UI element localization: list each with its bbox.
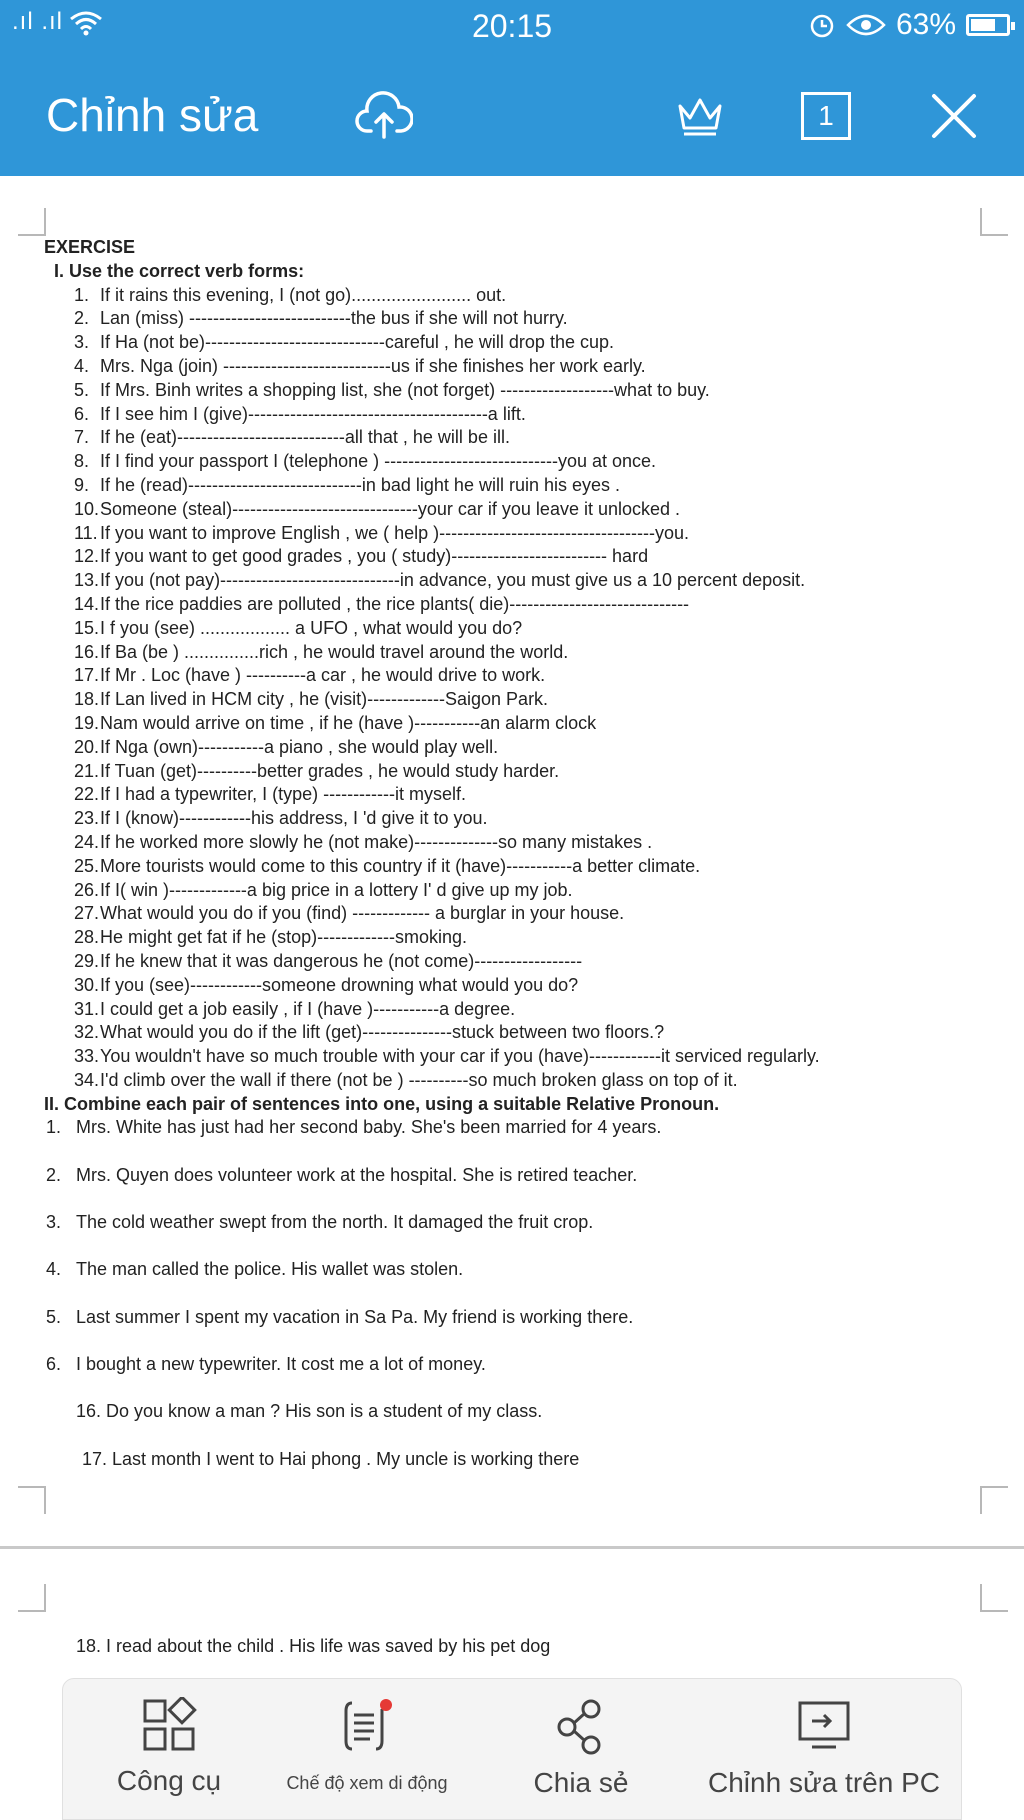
list-item: 18. I read about the child . His life was saved by his pet dog [76,1636,551,1656]
item-text: What would you do if you (find) ------------- a burglar in your house. [100,903,625,924]
item-number: 19. [74,712,100,733]
bottom-dock [62,1678,962,1820]
page-corner-mark [18,1584,46,1612]
exercise-item [74,474,984,498]
item-text: If he knew that it was dangerous he (not come)------------------ [100,950,583,971]
item-text: If Ba (be ) ...............rich , he would travel around the world. [100,641,569,662]
item-text: What would you do if the lift (get)---------------stuck between two floors.? [100,1022,665,1043]
cloud-upload-icon [355,91,413,141]
exercise-item [74,569,984,593]
close-button[interactable] [924,86,984,146]
item-number: 17. [74,665,100,686]
exercise-item [74,545,984,569]
item-text: If you want to get good grades , you ( study)-------------------------- hard [100,546,649,567]
list-item [44,1353,984,1377]
exercise-item [74,379,984,403]
item-number: 22. [74,784,100,805]
item-text: If Ha (not be)------------------------------careful , he will drop the cup. [100,332,614,353]
mobile-view-button[interactable] [277,1697,457,1794]
item-text: Lan (miss) ---------------------------the bus if she will not hurry. [100,308,568,329]
item-text: If I had a typewriter, I (type) ------------it myself. [100,784,467,805]
exercise-item [74,426,984,450]
exercise-item [74,1021,984,1045]
item-text: If Mrs. Binh writes a shopping list, she (not forget) -------------------what to buy. [100,379,710,400]
list-item: 16. Do you know a man ? His son is a student of my class. [76,1401,543,1422]
upload-cloud-button[interactable] [354,86,414,146]
item-text: Nam would arrive on time , if he (have )-----------an alarm clock [100,712,597,733]
item-number: 16. [74,641,100,662]
item-number: 6. [46,1353,62,1374]
item-text: Someone (steal)-------------------------------your car if you leave it unlocked . [100,498,681,519]
exercise-item [74,688,984,712]
tools-label: Công cụ [116,1765,222,1796]
item-number: 24. [74,831,100,852]
item-text: More tourists would come to this country if it (have)-----------a better climate. [100,855,701,876]
item-number: 14. [74,593,100,614]
exercise-item [74,879,984,903]
page-corner-mark [980,1584,1008,1612]
item-text: If the rice paddies are polluted , the rice plants( die)------------------------------ [100,593,690,614]
item-number: 3. [46,1212,62,1233]
share-icon [551,1697,611,1755]
item-text: You wouldn't have so much trouble with your car if you (have)------------it serviced regularly. [100,1046,820,1067]
item-number: 1. [46,1117,62,1138]
clock-time: 20:15 [471,8,553,44]
tools-button[interactable] [99,1697,239,1797]
alarm-icon [808,11,836,39]
item-number: 11. [74,522,98,543]
exercise-item [74,831,984,855]
exercise-item [74,617,984,641]
item-text: If Tuan (get)----------better grades , he would study harder. [100,760,560,781]
item-number: 20. [74,736,100,757]
exercise-item [74,974,984,998]
item-number: 5. [46,1306,62,1327]
page-corner-mark [980,1486,1008,1514]
exercise-item [74,712,984,736]
item-number: 3. [74,332,90,353]
item-text: I'd climb over the wall if there (not be ) ----------so much broken glass on top of it. [100,1069,738,1090]
item-number: 12. [74,546,100,567]
exercise-item [74,902,984,926]
edit-on-pc-button[interactable] [709,1697,939,1799]
exercise-item [74,450,984,474]
list-item [44,1306,984,1330]
item-number: 32. [74,1022,100,1043]
exercise-item [74,331,984,355]
exercise-item [74,641,984,665]
item-number: 10. [74,498,100,519]
exercise-item [74,307,984,331]
item-text: If you (see)------------someone drowning what would you do? [100,974,579,995]
page-corner-mark [18,208,46,236]
edit-on-pc-icon [792,1697,856,1755]
page-corner-mark [980,208,1008,236]
app-header [0,0,1024,176]
item-text: If I find your passport I (telephone ) -----------------------------you at once. [100,451,657,472]
exercise-item [74,498,984,522]
list-item [44,1211,984,1235]
eye-comfort-icon [846,13,886,37]
item-text: If he worked more slowly he (not make)--------------so many mistakes . [100,831,653,852]
signal-icon: .ıl .ıl [12,8,64,35]
status-bar [0,0,1024,54]
section1-title: I. Use the correct verb forms: [54,260,305,281]
item-number: 26. [74,879,100,900]
item-number: 15. [74,617,100,638]
item-text: I bought a new typewriter. It cost me a lot of money. [76,1353,486,1374]
list-item [44,1164,984,1188]
exercise-item [74,736,984,760]
item-text: If I( win )-------------a big price in a lottery I' d give up my job. [100,879,573,900]
item-text: If he (eat)----------------------------all that , he will be ill. [100,427,510,448]
edit-on-pc-label: Chỉnh sửa trên PC [708,1767,940,1798]
item-number: 6. [74,403,90,424]
exercise-item [74,664,984,688]
item-number: 8. [74,451,90,472]
exercise-item [74,403,984,427]
exercise-item [74,593,984,617]
tools-grid-icon [139,1697,199,1753]
item-text: If I see him I (give)----------------------------------------a lift. [100,403,526,424]
item-number: 29. [74,950,100,971]
page-count-button[interactable] [796,86,856,146]
item-number: 28. [74,927,100,948]
section2-title: II. Combine each pair of sentences into one, using a suitable Relative Pronoun. [44,1093,720,1114]
item-text: I f you (see) .................. a UFO , what would you do? [100,617,523,638]
item-text: Last summer I spent my vacation in Sa Pa. My friend is working there. [76,1306,634,1327]
item-text: I could get a job easily , if I (have )-----------a degree. [100,998,516,1019]
item-number: 9. [74,474,90,495]
item-number: 30. [74,974,100,995]
item-text: If I (know)------------his address, I 'd give it to you. [100,808,488,829]
page-corner-mark [18,1486,46,1514]
item-number: 4. [74,355,90,376]
item-text: The man called the police. His wallet was stolen. [76,1259,464,1280]
item-number: 34. [74,1069,100,1090]
share-button[interactable] [511,1697,651,1799]
item-number: 25. [74,855,100,876]
exercise-item [74,998,984,1022]
item-text: Mrs. Quyen does volunteer work at the hospital. She is retired teacher. [76,1164,638,1185]
item-number: 2. [46,1164,62,1185]
item-number: 21. [74,760,100,781]
list-item: 17. Last month I went to Hai phong . My uncle is working there [82,1448,580,1469]
item-number: 27. [74,903,100,924]
list-item [44,1116,984,1140]
exercise-item [74,355,984,379]
exercise-item [74,783,984,807]
crown-icon [674,94,726,138]
item-text: If you want to improve English , we ( help )------------------------------------you. [100,522,689,543]
section1-list [44,284,984,1093]
item-number: 13. [74,570,100,591]
item-text: Mrs. Nga (join) ----------------------------us if she finishes her work early. [100,355,646,376]
exercise-item [74,807,984,831]
mobile-view-icon [332,1697,402,1755]
exercise-item [74,926,984,950]
exercise-item [74,855,984,879]
section2-list [44,1116,984,1376]
exercise-item [74,284,984,308]
item-number: 23. [74,808,100,829]
list-item [44,1258,984,1282]
item-number: 31. [74,998,100,1019]
item-text: He might get fat if he (stop)-------------smoking. [100,927,468,948]
item-number: 2. [74,308,90,329]
item-text: If you (not pay)------------------------------in advance, you must give us a 10 percent deposit. [100,570,806,591]
item-text: The cold weather swept from the north. It damaged the fruit crop. [76,1212,594,1233]
item-number: 4. [46,1259,62,1280]
exercise-item [74,522,984,546]
page-title: Chỉnh sửa [46,89,259,141]
item-number: 33. [74,1046,100,1067]
item-text: If he (read)-----------------------------in bad light he will ruin his eyes . [100,474,621,495]
exercise-item [74,950,984,974]
item-text: Mrs. White has just had her second baby. She's been married for 4 years. [76,1117,662,1138]
item-number: 18. [74,689,100,710]
item-text: If Mr . Loc (have ) ----------a car , he would drive to work. [100,665,546,686]
exercise-item [74,760,984,784]
premium-button[interactable] [670,86,730,146]
document-content [44,236,984,1495]
item-text: If Lan lived in HCM city , he (visit)-------------Saigon Park. [100,689,549,710]
page-count-badge: 1 [801,92,851,140]
exercise-item [74,1069,984,1093]
mobile-view-label: Chế độ xem di động [286,1773,448,1793]
battery-icon [966,14,1010,36]
page-separator [0,1546,1024,1549]
exercise-heading: EXERCISE [44,237,136,257]
close-icon [930,92,978,140]
item-number: 7. [74,427,90,448]
item-number: 1. [74,284,90,305]
share-label: Chia sẻ [533,1767,629,1798]
battery-percent: 63% [895,8,956,41]
item-text: If Nga (own)-----------a piano , she would play well. [100,736,499,757]
item-text: If it rains this evening, I (not go)........................ out. [100,284,507,305]
item-number: 5. [74,379,90,400]
exercise-item [74,1045,984,1069]
